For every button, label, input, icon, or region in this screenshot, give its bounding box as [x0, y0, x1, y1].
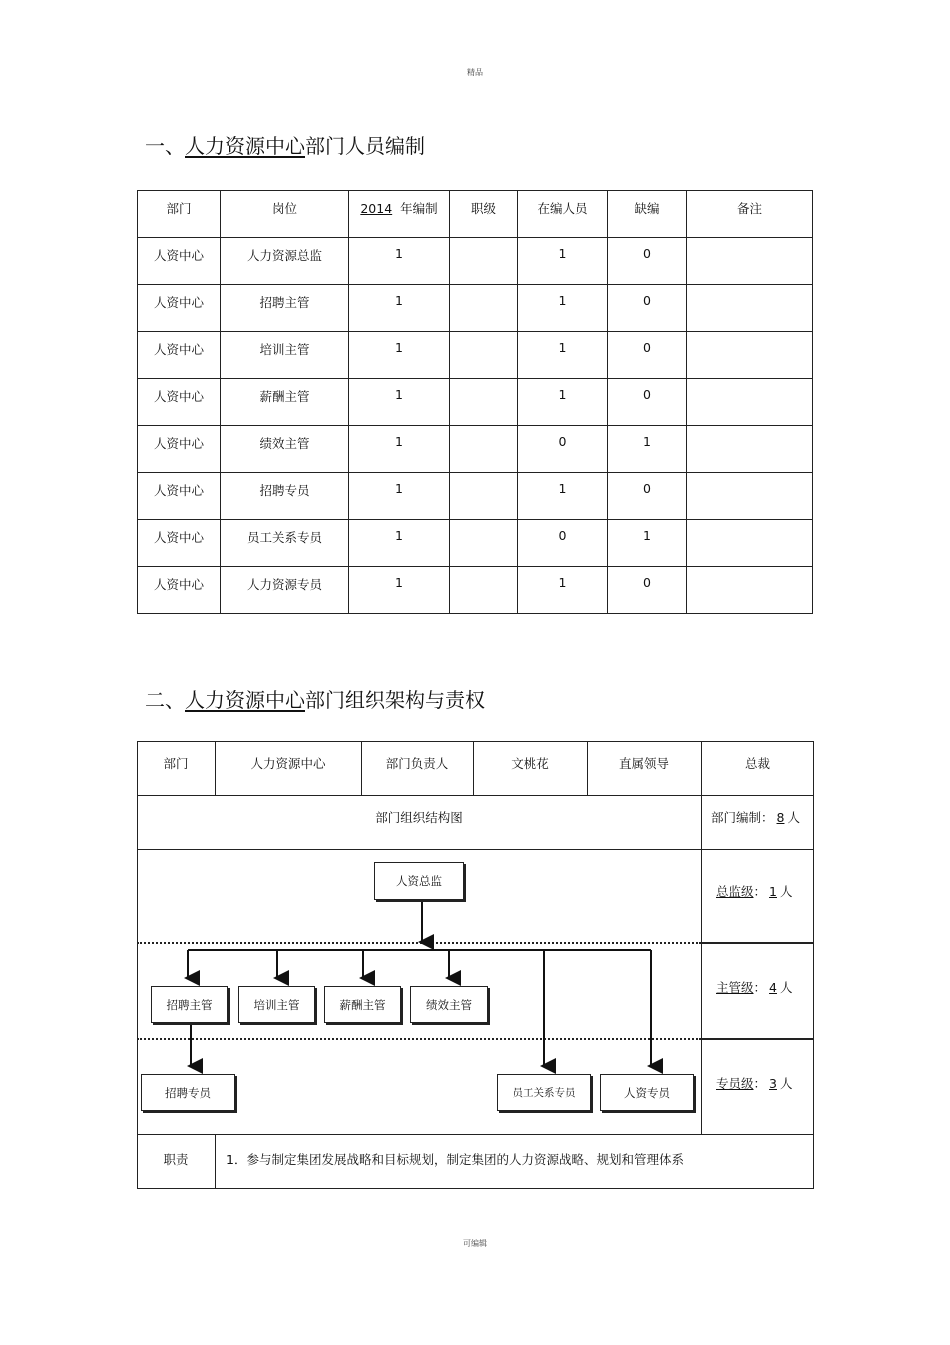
level-rule — [701, 1038, 814, 1040]
row-post: 员工关系专员 — [221, 520, 349, 567]
row-post: 招聘主管 — [221, 285, 349, 332]
row-level — [450, 285, 518, 332]
org-table-divider — [701, 741, 702, 1134]
row-note — [687, 473, 813, 520]
header-staffed: 在编人员 — [518, 191, 608, 238]
table-row — [138, 285, 813, 332]
staffing-table — [137, 190, 813, 614]
dept-quota-value: 8 — [776, 810, 785, 825]
row-dept: 人资中心 — [138, 285, 221, 332]
row-post: 招聘专员 — [221, 473, 349, 520]
section2-title-rest: 部门组织架构与责权 — [305, 688, 485, 712]
level-manager — [716, 978, 793, 996]
level-unit: 人 — [779, 884, 793, 899]
org-box-manager: 培训主管 — [238, 986, 315, 1023]
org-box-manager: 薪酬主管 — [324, 986, 401, 1023]
head-value: 文桃花 — [511, 756, 549, 771]
org-table-divider — [215, 1134, 216, 1189]
row-dept: 人资中心 — [138, 332, 221, 379]
level-value: 3 — [769, 1076, 777, 1091]
row-post: 人力资源专员 — [221, 567, 349, 614]
section1-title-underlined: 人力资源中心 — [185, 134, 305, 158]
row-post: 人力资源总监 — [221, 238, 349, 285]
row-staffed: 0 — [518, 520, 608, 567]
row-quota: 1 — [349, 379, 450, 426]
header-dept: 部门 — [138, 191, 221, 238]
row-dept: 人资中心 — [138, 238, 221, 285]
table-row — [138, 473, 813, 520]
section2-title-underlined: 人力资源中心 — [185, 688, 305, 712]
table-row — [138, 238, 813, 285]
org-box-staff: 人资专员 — [600, 1074, 694, 1111]
row-level — [450, 567, 518, 614]
page-header: 精品 — [467, 68, 483, 77]
row-level — [450, 238, 518, 285]
row-quota: 1 — [349, 520, 450, 567]
section2-title — [145, 684, 485, 713]
level-label: 专员级 — [716, 1076, 754, 1091]
level-colon: ： — [753, 1076, 767, 1091]
table-row — [138, 520, 813, 567]
dept-label: 部门 — [163, 756, 189, 771]
row-vacancy: 0 — [608, 473, 687, 520]
row-vacancy: 0 — [608, 332, 687, 379]
header-note: 备注 — [687, 191, 813, 238]
row-note — [687, 238, 813, 285]
row-vacancy: 0 — [608, 379, 687, 426]
row-level — [450, 332, 518, 379]
section1-title-prefix: 一、 — [145, 134, 185, 158]
dept-quota-label: 部门编制： — [711, 810, 774, 825]
row-staffed: 1 — [518, 567, 608, 614]
row-quota: 1 — [349, 332, 450, 379]
header-vacancy: 缺编 — [608, 191, 687, 238]
org-table-rule — [137, 795, 814, 796]
level-unit: 人 — [779, 1076, 793, 1091]
row-vacancy: 0 — [608, 238, 687, 285]
row-quota: 1 — [349, 426, 450, 473]
row-quota: 1 — [349, 285, 450, 332]
org-box-staff: 员工关系专员 — [497, 1074, 591, 1111]
org-chart-title: 部门组织结构图 — [375, 810, 463, 825]
level-staff — [716, 1074, 793, 1092]
section2-title-prefix: 二、 — [145, 688, 185, 712]
header-quota-year: 2014 — [360, 201, 393, 216]
row-dept: 人资中心 — [138, 520, 221, 567]
duty-text: 1．参与制定集团发展战略和目标规划，制定集团的人力资源战略、规划和管理体系 — [226, 1152, 684, 1167]
org-box-manager: 招聘主管 — [151, 986, 228, 1023]
row-dept: 人资中心 — [138, 473, 221, 520]
row-quota: 1 — [349, 567, 450, 614]
header-quota-suffix: 年编制 — [400, 201, 438, 216]
org-box-director: 人资总监 — [374, 862, 464, 900]
row-note — [687, 426, 813, 473]
row-vacancy: 1 — [608, 520, 687, 567]
row-quota: 1 — [349, 238, 450, 285]
level-value: 4 — [769, 980, 777, 995]
row-vacancy: 0 — [608, 285, 687, 332]
row-level — [450, 520, 518, 567]
header-quota — [349, 191, 450, 238]
row-staffed: 1 — [518, 285, 608, 332]
level-label: 主管级 — [716, 980, 754, 995]
row-dept: 人资中心 — [138, 426, 221, 473]
row-dept: 人资中心 — [138, 567, 221, 614]
org-box-staff: 招聘专员 — [141, 1074, 235, 1111]
level-colon: ： — [753, 884, 767, 899]
leader-label: 直属领导 — [618, 756, 669, 771]
row-dept: 人资中心 — [138, 379, 221, 426]
head-label: 部门负责人 — [385, 756, 449, 771]
table-row — [138, 567, 813, 614]
table-row — [138, 332, 813, 379]
row-level — [450, 473, 518, 520]
org-box-manager: 绩效主管 — [410, 986, 488, 1023]
row-note — [687, 520, 813, 567]
row-staffed: 1 — [518, 473, 608, 520]
row-vacancy: 0 — [608, 567, 687, 614]
header-level: 职级 — [450, 191, 518, 238]
org-table-rule — [137, 1134, 814, 1135]
dept-value: 人力资源中心 — [250, 756, 326, 771]
page-footer: 可编辑 — [463, 1239, 487, 1248]
row-note — [687, 285, 813, 332]
row-staffed: 1 — [518, 238, 608, 285]
row-post: 薪酬主管 — [221, 379, 349, 426]
row-vacancy: 1 — [608, 426, 687, 473]
row-quota: 1 — [349, 473, 450, 520]
row-post: 绩效主管 — [221, 426, 349, 473]
duty-label: 职责 — [163, 1152, 189, 1167]
table-row — [138, 379, 813, 426]
level-value: 1 — [769, 884, 777, 899]
row-note — [687, 332, 813, 379]
row-note — [687, 567, 813, 614]
level-director — [716, 882, 793, 900]
row-level — [450, 379, 518, 426]
row-staffed: 1 — [518, 332, 608, 379]
row-post: 培训主管 — [221, 332, 349, 379]
row-note — [687, 379, 813, 426]
table-row — [138, 426, 813, 473]
level-colon: ： — [753, 980, 767, 995]
level-rule — [701, 942, 814, 944]
section1-title-rest: 部门人员编制 — [305, 134, 425, 158]
row-staffed: 1 — [518, 379, 608, 426]
dept-quota — [711, 808, 800, 826]
leader-value: 总裁 — [744, 756, 770, 771]
section1-title — [145, 130, 425, 159]
level-unit: 人 — [779, 980, 793, 995]
row-level — [450, 426, 518, 473]
table-header-row — [138, 191, 813, 238]
row-staffed: 0 — [518, 426, 608, 473]
header-post: 岗位 — [221, 191, 349, 238]
level-label: 总监级 — [716, 884, 754, 899]
dept-quota-unit: 人 — [787, 810, 800, 825]
